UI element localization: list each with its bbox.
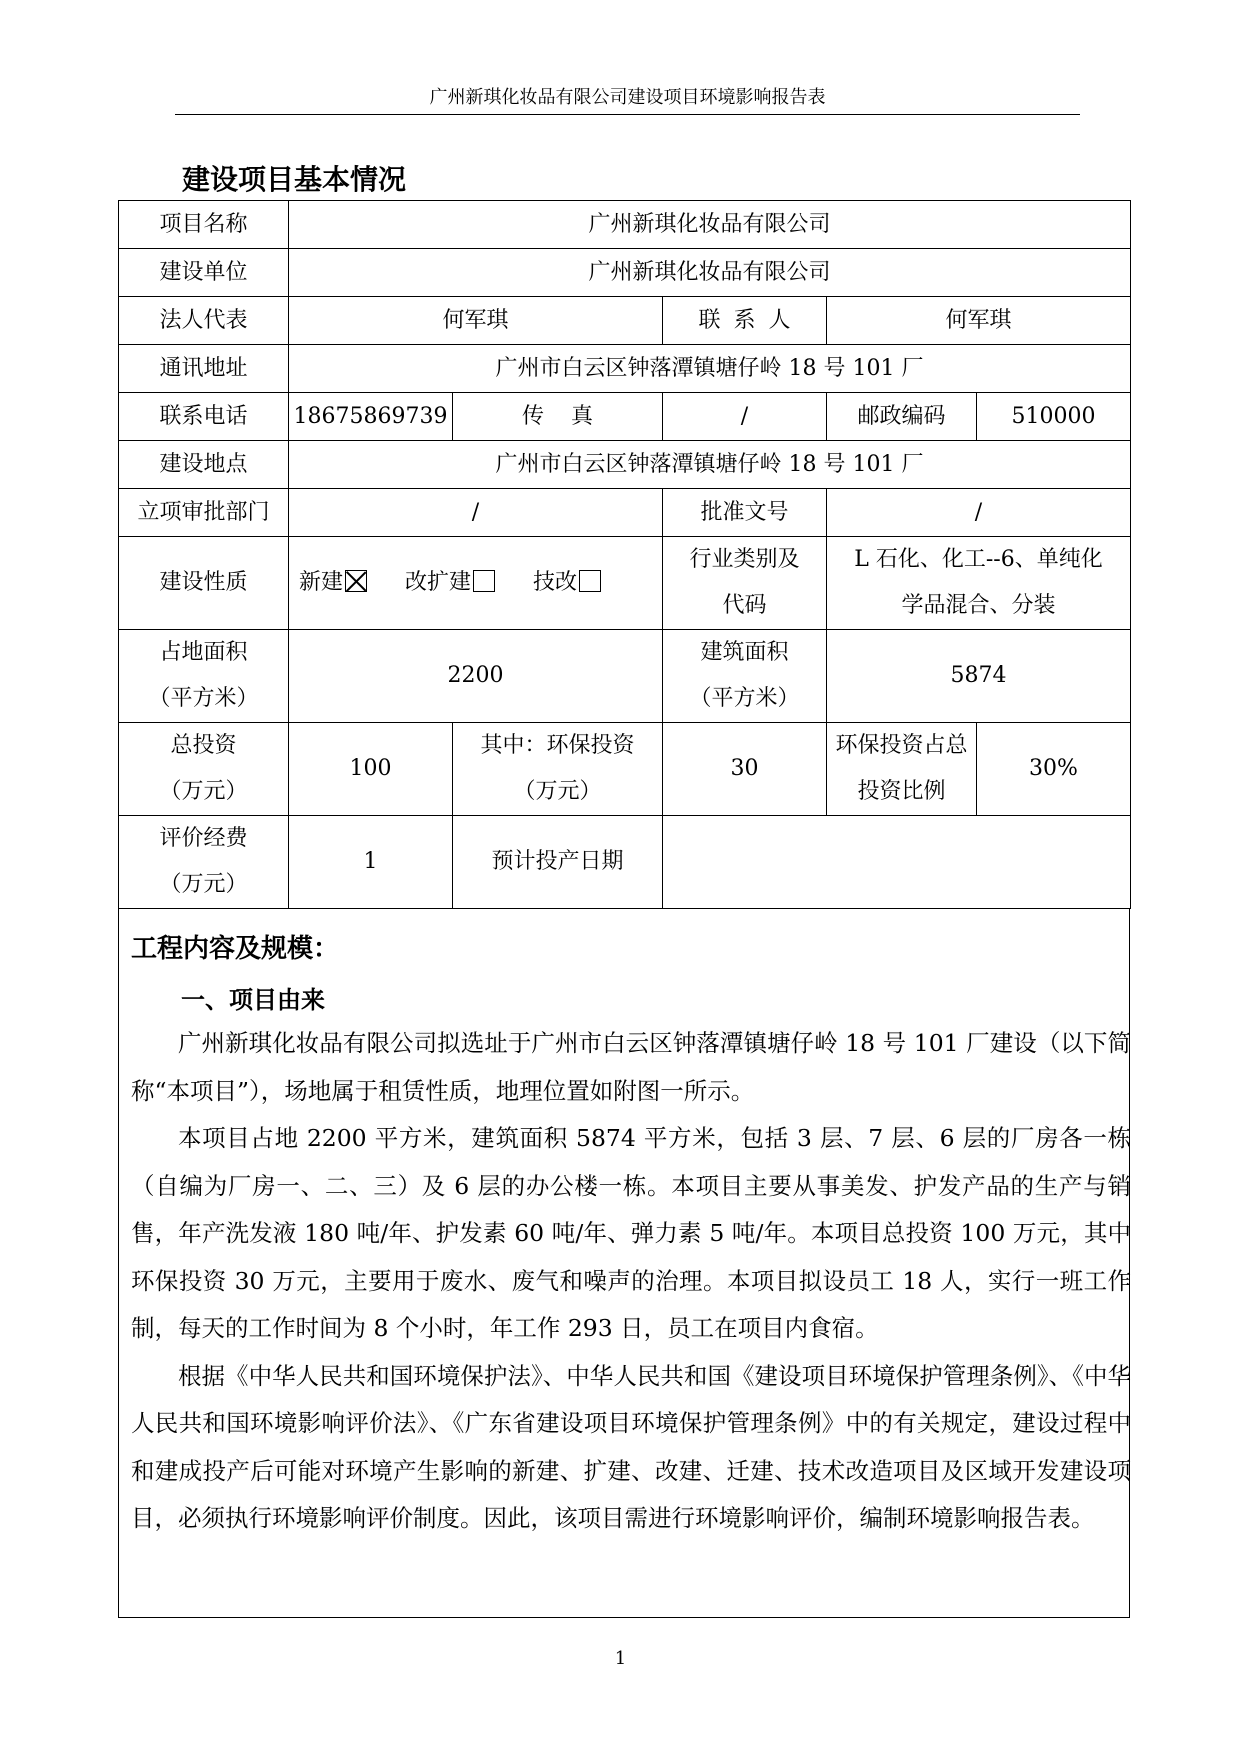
address-value: 广州市白云区钟落潭镇塘仔岭 18 号 101 厂	[289, 345, 1131, 393]
floor-area-label-line1: 建筑面积	[700, 640, 789, 665]
empty-box-icon	[473, 570, 495, 592]
env-invest-label-line1: 其中：环保投资	[480, 733, 635, 758]
industry-label-line1: 行业类别及	[689, 547, 800, 572]
land-area-label-line1: 占地面积	[159, 640, 248, 665]
investment-label-line2: （万元）	[159, 779, 248, 804]
investment-value: 100	[289, 723, 453, 816]
legal-rep-label: 法人代表	[119, 297, 289, 345]
nature-new-label: 新建	[299, 570, 344, 595]
postcode-label: 邮政编码	[827, 393, 977, 441]
project-name-label: 项目名称	[119, 201, 289, 249]
env-ratio-value: 30%	[977, 723, 1131, 816]
land-area-label-line2: （平方米）	[148, 686, 259, 711]
address-label: 通讯地址	[119, 345, 289, 393]
floor-area-label-line2: （平方米）	[689, 686, 800, 711]
land-area-label	[119, 630, 289, 723]
paragraph: 广州新琪化妆品有限公司拟选址于广州市白云区钟落潭镇塘仔岭 18 号 101 厂建设（以下简称“本项目”），场地属于租赁性质，地理位置如附图一所示。	[131, 1029, 1131, 1105]
env-invest-label-line2: （万元）	[513, 779, 602, 804]
page-number: 1	[614, 1648, 627, 1669]
empty-box-icon	[579, 570, 601, 592]
floor-area-value: 5874	[827, 630, 1131, 723]
start-date-label: 预计投产日期	[453, 816, 663, 909]
industry-value	[827, 537, 1131, 630]
nature-tech-option	[533, 560, 601, 606]
env-ratio-label-line2: 投资比例	[857, 779, 946, 804]
content-title: 工程内容及规模：	[131, 934, 340, 964]
eval-fee-label-line1: 评价经费	[159, 826, 248, 851]
page-header: 广州新琪化妆品有限公司建设项目环境影响报告表	[175, 84, 1080, 115]
floor-area-label	[663, 630, 827, 723]
postcode-value: 510000	[977, 393, 1131, 441]
approval-dept-value: /	[289, 489, 663, 537]
env-ratio-label-line1: 环保投资占总	[835, 733, 968, 758]
env-invest-value: 30	[663, 723, 827, 816]
approval-no-label: 批准文号	[663, 489, 827, 537]
eval-fee-label-line2: （万元）	[159, 872, 248, 897]
approval-no-value: /	[827, 489, 1131, 537]
checked-box-icon	[345, 570, 367, 592]
industry-label	[663, 537, 827, 630]
eval-fee-value: 1	[289, 816, 453, 909]
nature-new-option	[299, 560, 367, 606]
legal-rep-value: 何军琪	[289, 297, 663, 345]
builder-value: 广州新琪化妆品有限公司	[289, 249, 1131, 297]
env-invest-label	[453, 723, 663, 816]
content-subtitle: 一、项目由来	[181, 985, 325, 1014]
investment-label-line1: 总投资	[170, 733, 237, 758]
phone-label: 联系电话	[119, 393, 289, 441]
contact-value: 何军琪	[827, 297, 1131, 345]
project-content-box	[118, 908, 1130, 1618]
paragraph: 本项目占地 2200 平方米，建筑面积 5874 平方米，包括 3 层、7 层、6 层的厂房各一栋（自编为厂房一、二、三）及 6 层的办公楼一栋。本项目主要从事美发、护发产品的生产与销售，年产洗发液 180 吨/年、护发素 60 吨/年、弹力素 5 吨/年。本项目总投资 100 万元，其中环保投资 30 万元，主要用于废水、废气和噪声的治理。本项目拟设员工 18 人，实行一班工作制，每天的工作时间为 8 个小时，年工作 293 日，员工在项目内食宿。	[131, 1124, 1131, 1342]
investment-label	[119, 723, 289, 816]
industry-value-line2: 学品混合、分装	[901, 593, 1056, 618]
eval-fee-label	[119, 816, 289, 909]
fax-value: /	[663, 393, 827, 441]
nature-expand-option	[405, 560, 495, 606]
nature-expand-label: 改扩建	[405, 570, 472, 595]
nature-tech-label: 技改	[533, 570, 578, 595]
env-ratio-label	[827, 723, 977, 816]
site-label: 建设地点	[119, 441, 289, 489]
contact-label: 联 系 人	[663, 297, 827, 345]
land-area-value: 2200	[289, 630, 663, 723]
approval-dept-label: 立项审批部门	[119, 489, 289, 537]
content-paragraphs	[131, 1020, 1131, 1543]
builder-label: 建设单位	[119, 249, 289, 297]
site-value: 广州市白云区钟落潭镇塘仔岭 18 号 101 厂	[289, 441, 1131, 489]
paragraph: 根据《中华人民共和国环境保护法》、中华人民共和国《建设项目环境保护管理条例》、《中华人民共和国环境影响评价法》、《广东省建设项目环境保护管理条例》中的有关规定，建设过程中和建成投产后可能对环境产生影响的新建、扩建、改建、迁建、技术改造项目及区域开发建设项目，必须执行环境影响评价制度。因此，该项目需进行环境影响评价，编制环境影响报告表。	[131, 1361, 1131, 1532]
basic-info-table	[118, 200, 1131, 909]
phone-value: 18675869739	[289, 393, 453, 441]
project-name-value: 广州新琪化妆品有限公司	[289, 201, 1131, 249]
industry-label-line2: 代码	[722, 593, 767, 618]
start-date-value	[663, 816, 1131, 909]
industry-value-line1: L 石化、化工--6、单纯化	[854, 547, 1103, 572]
section-title: 建设项目基本情况	[182, 163, 407, 196]
nature-label: 建设性质	[119, 537, 289, 630]
nature-options	[289, 537, 663, 630]
fax-label: 传 真	[453, 393, 663, 441]
